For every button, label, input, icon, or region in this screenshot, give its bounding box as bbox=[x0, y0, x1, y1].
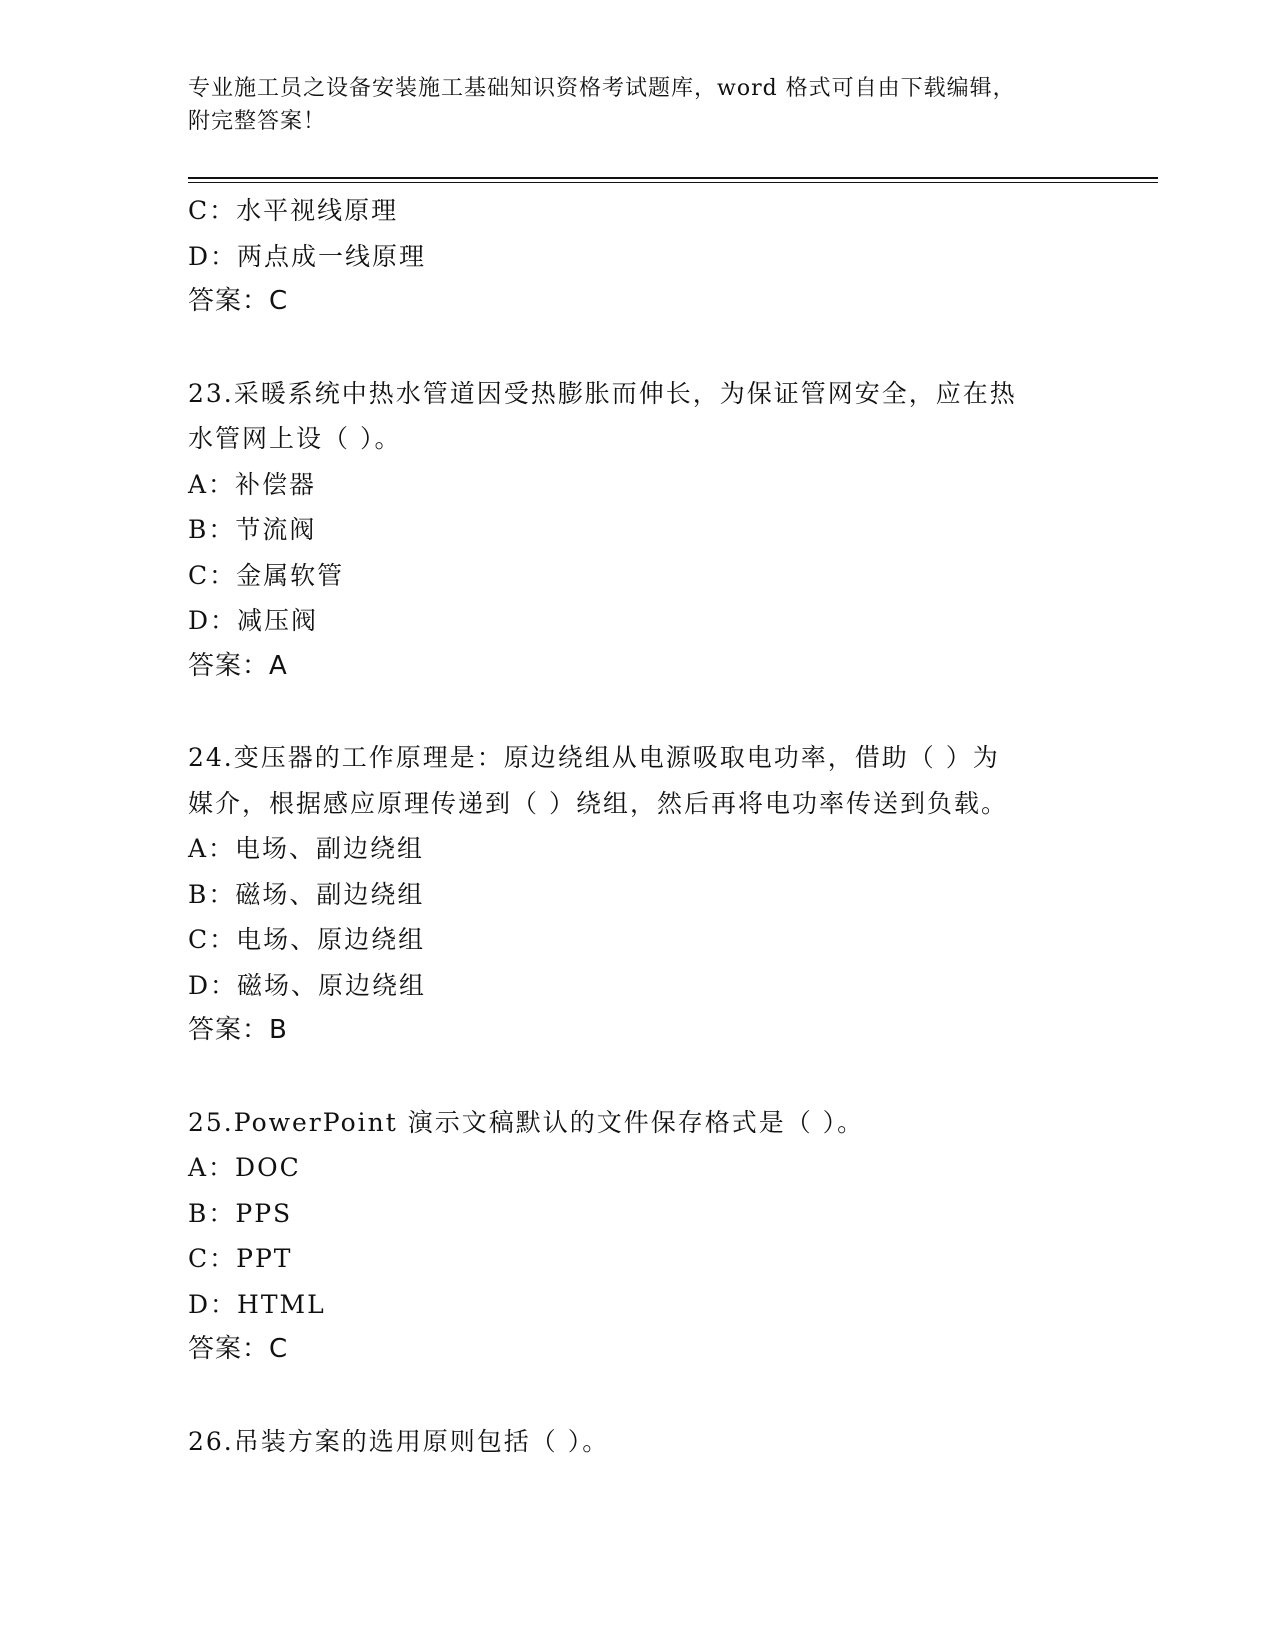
document-header bbox=[188, 72, 1088, 138]
answer-line: 答案：C bbox=[188, 1334, 289, 1364]
answer-line: 答案：B bbox=[188, 1015, 288, 1045]
question-content bbox=[188, 188, 1088, 1464]
question-23 bbox=[188, 371, 1088, 690]
option-b: B：PPS bbox=[188, 1198, 293, 1228]
spacer bbox=[188, 325, 1088, 371]
option-d: D：减压阀 bbox=[188, 606, 319, 635]
option-b: B：节流阀 bbox=[188, 515, 317, 544]
option-a: A：补偿器 bbox=[188, 469, 317, 499]
question-24 bbox=[188, 735, 1088, 1054]
option-c: C：电场、原边绕组 bbox=[188, 925, 426, 954]
spacer bbox=[188, 689, 1088, 735]
option-c: C：金属软管 bbox=[188, 560, 345, 590]
spacer bbox=[188, 1373, 1088, 1419]
option-c: C：PPT bbox=[188, 1244, 293, 1273]
option-a: A：电场、副边绕组 bbox=[188, 834, 425, 863]
question-25 bbox=[188, 1100, 1088, 1373]
answer-line: 答案：C bbox=[188, 286, 289, 316]
answer-line: 答案：A bbox=[188, 650, 288, 681]
question-stem-line: 26.吊装方案的选用原则包括（ ）。 bbox=[188, 1426, 610, 1456]
option-d: D：两点成一线原理 bbox=[188, 241, 427, 271]
option-b: B：磁场、副边绕组 bbox=[188, 879, 425, 909]
question-stem-line: 媒介，根据感应原理传递到（ ）绕组，然后再将电功率传送到负载。 bbox=[188, 788, 1008, 818]
question-stem-line: 24.变压器的工作原理是：原边绕组从电源吸取电功率，借助（ ）为 bbox=[188, 743, 1000, 772]
question-stem-line: 25.PowerPoint 演示文稿默认的文件保存格式是（ ）。 bbox=[188, 1107, 865, 1137]
option-d: D：磁场、原边绕组 bbox=[188, 970, 427, 1000]
previous-question-tail bbox=[188, 188, 1088, 325]
option-d: D：HTML bbox=[188, 1289, 326, 1319]
header-divider-thick bbox=[188, 177, 1158, 179]
header-divider-thin bbox=[188, 182, 1158, 183]
header-line-2: 附完整答案！ bbox=[188, 109, 327, 134]
spacer bbox=[188, 1054, 1088, 1100]
header-line-1: 专业施工员之设备安装施工基础知识资格考试题库，word 格式可自由下载编辑， bbox=[188, 76, 1016, 101]
question-stem-line: 水管网上设（ ）。 bbox=[188, 424, 402, 453]
option-c: C：水平视线原理 bbox=[188, 196, 399, 225]
option-a: A：DOC bbox=[188, 1153, 301, 1182]
question-stem-line: 23.采暖系统中热水管道因受热膨胀而伸长，为保证管网安全，应在热 bbox=[188, 378, 1017, 408]
question-26 bbox=[188, 1419, 1088, 1465]
